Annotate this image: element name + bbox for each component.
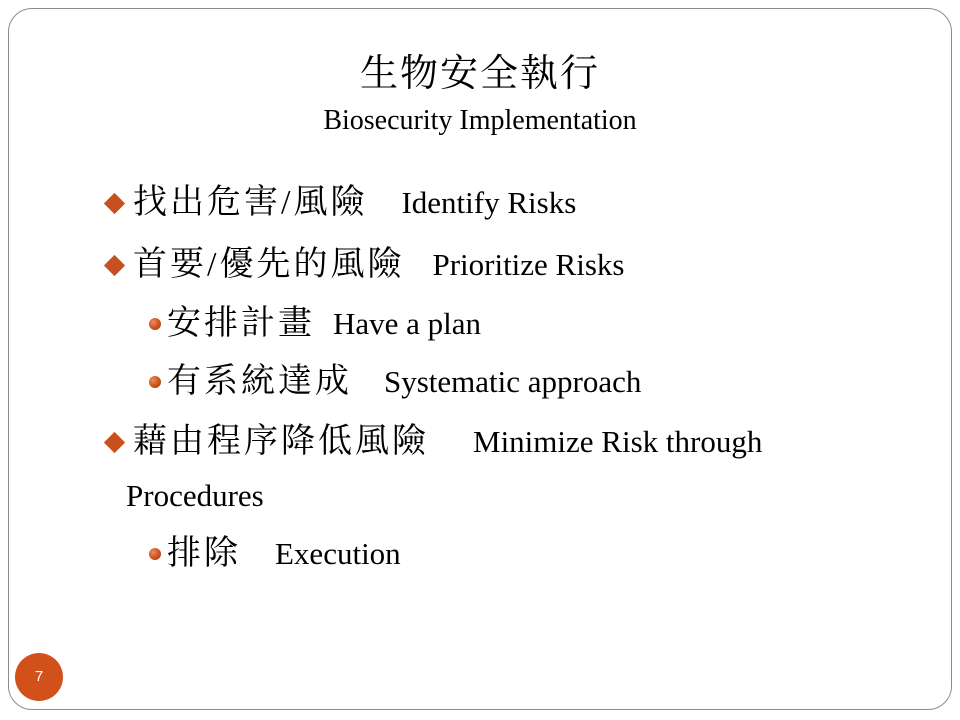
bullet-text-zh: 首要/優先的風險 <box>133 246 405 283</box>
bullet-text-en: Minimize Risk through <box>473 424 763 459</box>
bullet-identify-risks <box>133 181 576 225</box>
bullet-text-zh: 找出危害/風險 <box>133 184 368 221</box>
bullet-text-zh: 有系統達成 <box>167 363 352 400</box>
slide-title-chinese: 生物安全執行 <box>359 53 600 95</box>
round-sub-bullet-icon <box>149 376 161 388</box>
sub-bullet-have-a-plan <box>167 302 481 346</box>
bullet-text-en: Have a plan <box>333 306 482 341</box>
bullet-minimize-risk <box>133 420 762 464</box>
bullet-text-en-continuation: Procedures <box>126 478 264 513</box>
page-number-badge: 7 <box>15 653 63 701</box>
bullet-prioritize-risks <box>133 243 624 287</box>
bullet-text-zh: 排除 <box>167 535 241 572</box>
bullet-minimize-risk-continuation <box>126 474 264 518</box>
bullet-text-en: Prioritize Risks <box>432 247 625 282</box>
sub-bullet-execution <box>167 532 401 576</box>
bullet-text-zh: 安排計畫 <box>167 305 315 342</box>
round-sub-bullet-icon <box>149 318 161 330</box>
bullet-text-zh: 藉由程序降低風險 <box>133 423 429 460</box>
bullet-text-en: Systematic approach <box>384 364 642 399</box>
slide-title-english: Biosecurity Implementation <box>323 105 637 136</box>
round-sub-bullet-icon <box>149 548 161 560</box>
bullet-text-en: Identify Risks <box>401 185 577 220</box>
sub-bullet-systematic-approach <box>167 360 641 404</box>
bullet-text-en: Execution <box>275 536 401 571</box>
